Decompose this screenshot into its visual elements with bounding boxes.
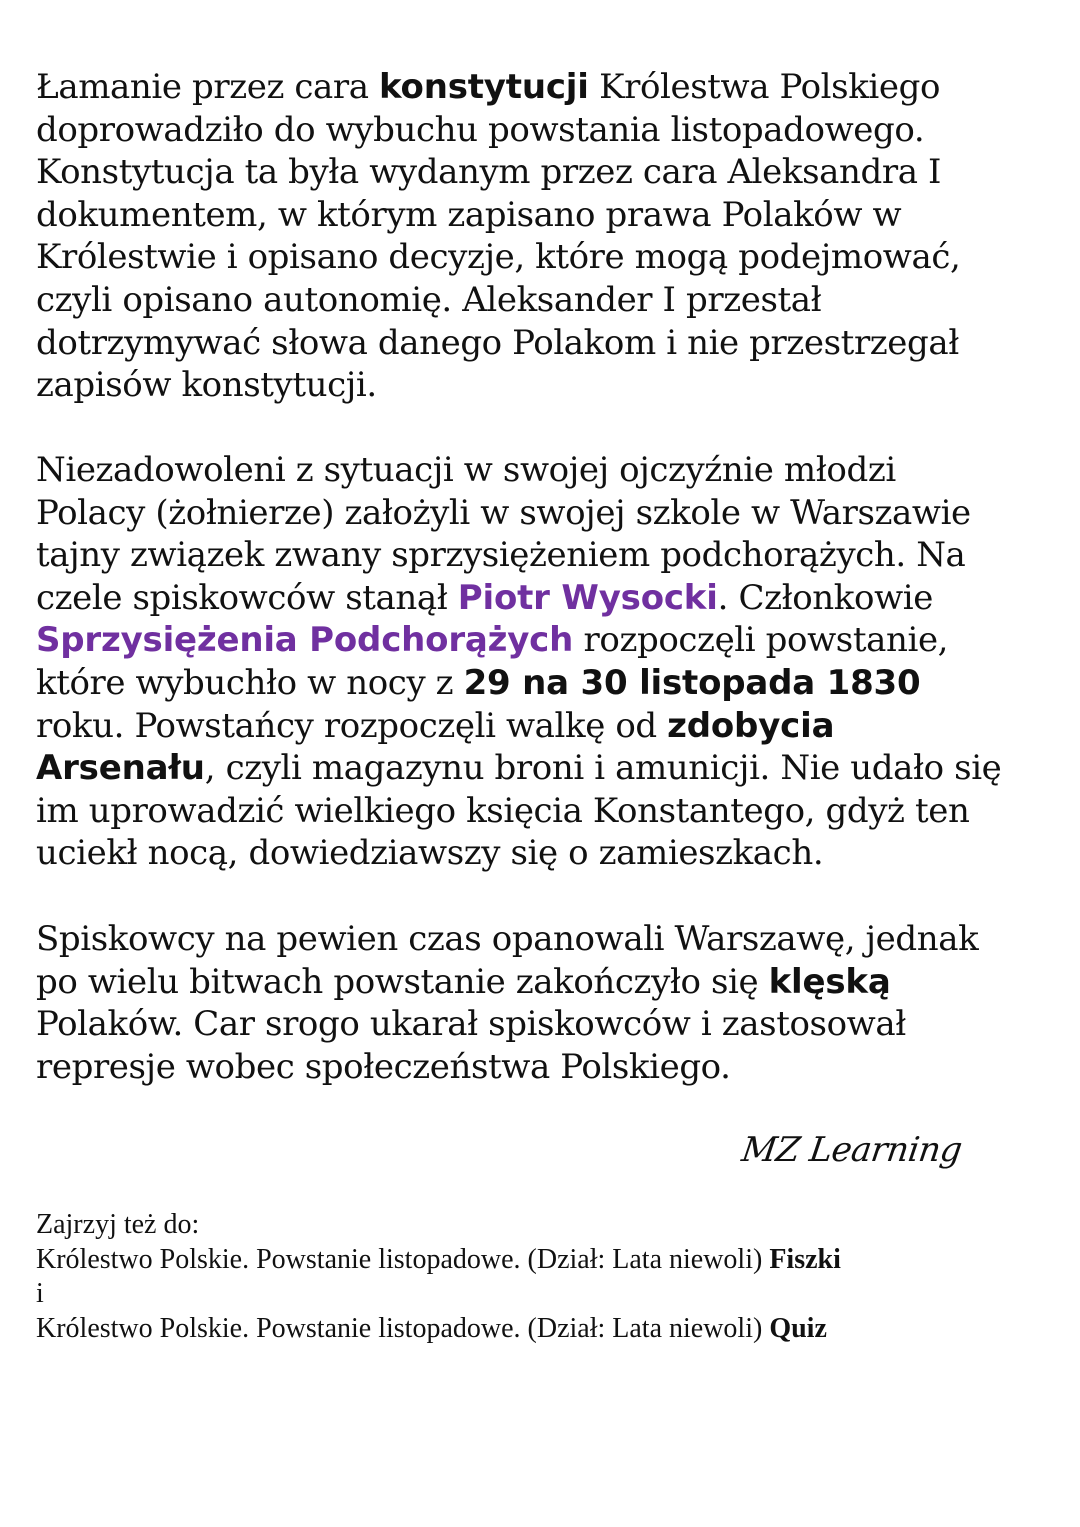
paragraph-constitution — [36, 66, 1056, 407]
text-line: tajny związek zwany sprzysiężeniem podchorążych. Na — [36, 535, 966, 576]
text-line: Konstytucja ta była wydanym przez cara Aleksandra I — [36, 152, 942, 193]
fiszki-label: Fiszki — [769, 1243, 841, 1275]
text-line: represje wobec społeczeństwa Polskiego. — [36, 1046, 731, 1087]
paragraph-defeat — [36, 918, 1056, 1088]
bold-term-arsenalu: Arsenału — [36, 748, 205, 789]
signature: MZ Learning — [739, 1130, 965, 1170]
text-line: uciekł nocą, dowiedziawszy się o zamieszkach. — [36, 833, 824, 874]
related-separator: i — [36, 1278, 44, 1309]
paragraph-uprising — [36, 449, 1056, 875]
text-line: Łamanie przez cara konstytucji Królestwa Polskiego — [36, 67, 941, 107]
related-intro: Zajrzyj też do: — [36, 1209, 200, 1240]
text-line: które wybuchło w nocy z 29 na 30 listopada 1830 — [36, 662, 921, 703]
bold-term-zdobycia: zdobycia — [667, 705, 835, 746]
bold-date: 29 na 30 listopada 1830 — [463, 662, 921, 703]
highlight-piotr-wysocki: Piotr Wysocki — [457, 577, 718, 618]
bold-term-kleska: klęską — [768, 961, 891, 1002]
related-link-quiz[interactable]: Królestwo Polskie. Powstanie listopadowe. (Dział: Lata niewoli) Quiz — [36, 1312, 827, 1344]
text-line: Królestwie i opisano decyzje, które mogą podejmować, — [36, 237, 961, 278]
text-line: dotrzymywać słowa danego Polakom i nie przestrzegał — [36, 322, 959, 363]
text-line: po wielu bitwach powstanie zakończyło się klęską — [36, 961, 891, 1002]
text-line: Spiskowcy na pewien czas opanowali Warszawę, jednak — [36, 919, 979, 959]
text-line: roku. Powstańcy rozpoczęli walkę od zdobycia — [36, 705, 835, 746]
bold-term-konstytucji: konstytucji — [379, 67, 589, 107]
text-line: Polacy (żołnierze) założyli w swojej szkole w Warszawie — [36, 492, 971, 533]
text-line: czyli opisano autonomię. Aleksander I przestał — [36, 279, 822, 320]
text-line: Arsenału, czyli magazynu broni i amunicji. Nie udało się — [36, 748, 1002, 789]
text-line: Niezadowoleni z sytuacji w swojej ojczyźnie młodzi — [36, 450, 896, 490]
text-line: Sprzysiężenia Podchorążych rozpoczęli powstanie, — [36, 620, 949, 661]
text-line: im uprowadzić wielkiego księcia Konstantego, gdyż ten — [36, 790, 970, 831]
text-line: czele spiskowców stanął Piotr Wysocki. Członkowie — [36, 577, 933, 618]
text-line: dokumentem, w którym zapisano prawa Polaków w — [36, 194, 902, 235]
related-links — [36, 1208, 1056, 1346]
text-line: zapisów konstytucji. — [36, 365, 377, 406]
highlight-sprzysiezenie: Sprzysiężenia Podchorążych — [36, 620, 574, 661]
quiz-label: Quiz — [769, 1312, 827, 1344]
related-link-fiszki[interactable]: Królestwo Polskie. Powstanie listopadowe. (Dział: Lata niewoli) Fiszki — [36, 1243, 841, 1275]
text-line: Polaków. Car srogo ukarał spiskowców i zastosował — [36, 1004, 906, 1045]
text-line: doprowadziło do wybuchu powstania listopadowego. — [36, 109, 925, 150]
